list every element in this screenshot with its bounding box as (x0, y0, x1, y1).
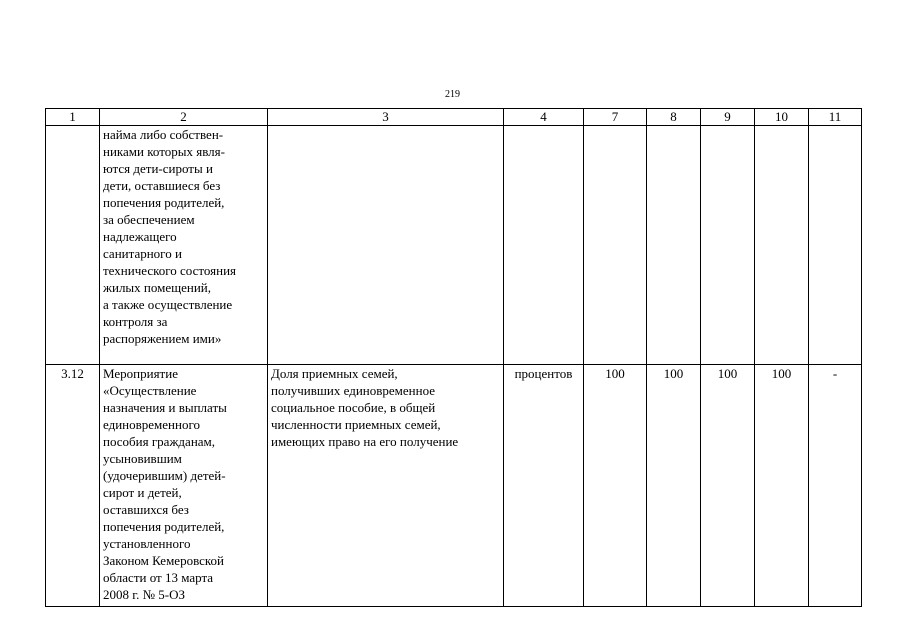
measure-name-line: никами которых явля- (103, 144, 225, 159)
value-cell-8 (647, 126, 701, 365)
value-cell-9: 100 (701, 365, 755, 607)
measure-name-line: единовременного (103, 417, 200, 432)
measure-name-line: Законом Кемеровской (103, 553, 225, 568)
measure-name-line: распоряжением ими» (103, 331, 222, 346)
measure-name-line: надлежащего (103, 229, 177, 244)
row-number: 3.12 (46, 365, 100, 607)
column-header: 3 (268, 109, 504, 126)
measure-name-line: санитарного и (103, 246, 182, 261)
indicator-cell (268, 126, 504, 365)
measure-name-line: попечения родителей, (103, 195, 225, 210)
measure-name-line: установленного (103, 536, 191, 551)
measure-name-line: оставшихся без (103, 502, 189, 517)
page-number: 219 (445, 89, 460, 100)
row-number (46, 126, 100, 365)
measure-name-line: сирот и детей, (103, 485, 182, 500)
value-cell-8: 100 (647, 365, 701, 607)
measure-name-line: найма либо собствен- (103, 127, 224, 142)
measure-name-line: контроля за (103, 314, 168, 329)
measure-name-line: Мероприятие (103, 366, 178, 381)
column-header: 2 (100, 109, 268, 126)
measure-name-line: жилых помещений, (103, 280, 212, 295)
measure-name-line: «Осуществление (103, 383, 197, 398)
measure-name-line: 2008 г. № 5-ОЗ (103, 587, 185, 602)
column-header: 8 (647, 109, 701, 126)
measure-name-line: (удочерившим) детей- (103, 468, 226, 483)
indicator-line: численности приемных семей, (271, 417, 441, 432)
column-header: 10 (755, 109, 809, 126)
table-row (46, 126, 862, 365)
measure-name-line: а также осуществление (103, 297, 233, 312)
measure-name-line: за обеспечением (103, 212, 195, 227)
indicator-cell (268, 365, 504, 607)
value-cell-11 (809, 126, 862, 365)
measure-name-line: усыновившим (103, 451, 182, 466)
value-cell-9 (701, 126, 755, 365)
measure-name-line: области от 13 марта (103, 570, 214, 585)
measure-name-cell (100, 126, 268, 365)
value-cell-10 (755, 126, 809, 365)
column-header: 7 (584, 109, 647, 126)
value-cell-10: 100 (755, 365, 809, 607)
unit-cell (504, 126, 584, 365)
column-header: 1 (46, 109, 100, 126)
value-cell-7: 100 (584, 365, 647, 607)
indicator-line: имеющих право на его получение (271, 434, 459, 449)
indicator-line: получивших единовременное (271, 383, 435, 398)
indicator-line: социальное пособие, в общей (271, 400, 436, 415)
measure-name-line: пособия гражданам, (103, 434, 216, 449)
value-cell-7 (584, 126, 647, 365)
value-cell-11: - (809, 365, 862, 607)
indicators-table (45, 108, 862, 607)
measure-name-line: технического состояния (103, 263, 237, 278)
column-header: 4 (504, 109, 584, 126)
unit-cell: процентов (504, 365, 584, 607)
measure-name-cell (100, 365, 268, 607)
header-row (46, 109, 862, 126)
table-row (46, 365, 862, 607)
measure-name-line: дети, оставшиеся без (103, 178, 221, 193)
measure-name-line: назначения и выплаты (103, 400, 227, 415)
indicator-line: Доля приемных семей, (271, 366, 398, 381)
column-header: 11 (809, 109, 862, 126)
measure-name-line: попечения родителей, (103, 519, 225, 534)
column-header: 9 (701, 109, 755, 126)
measure-name-line: ются дети-сироты и (103, 161, 213, 176)
